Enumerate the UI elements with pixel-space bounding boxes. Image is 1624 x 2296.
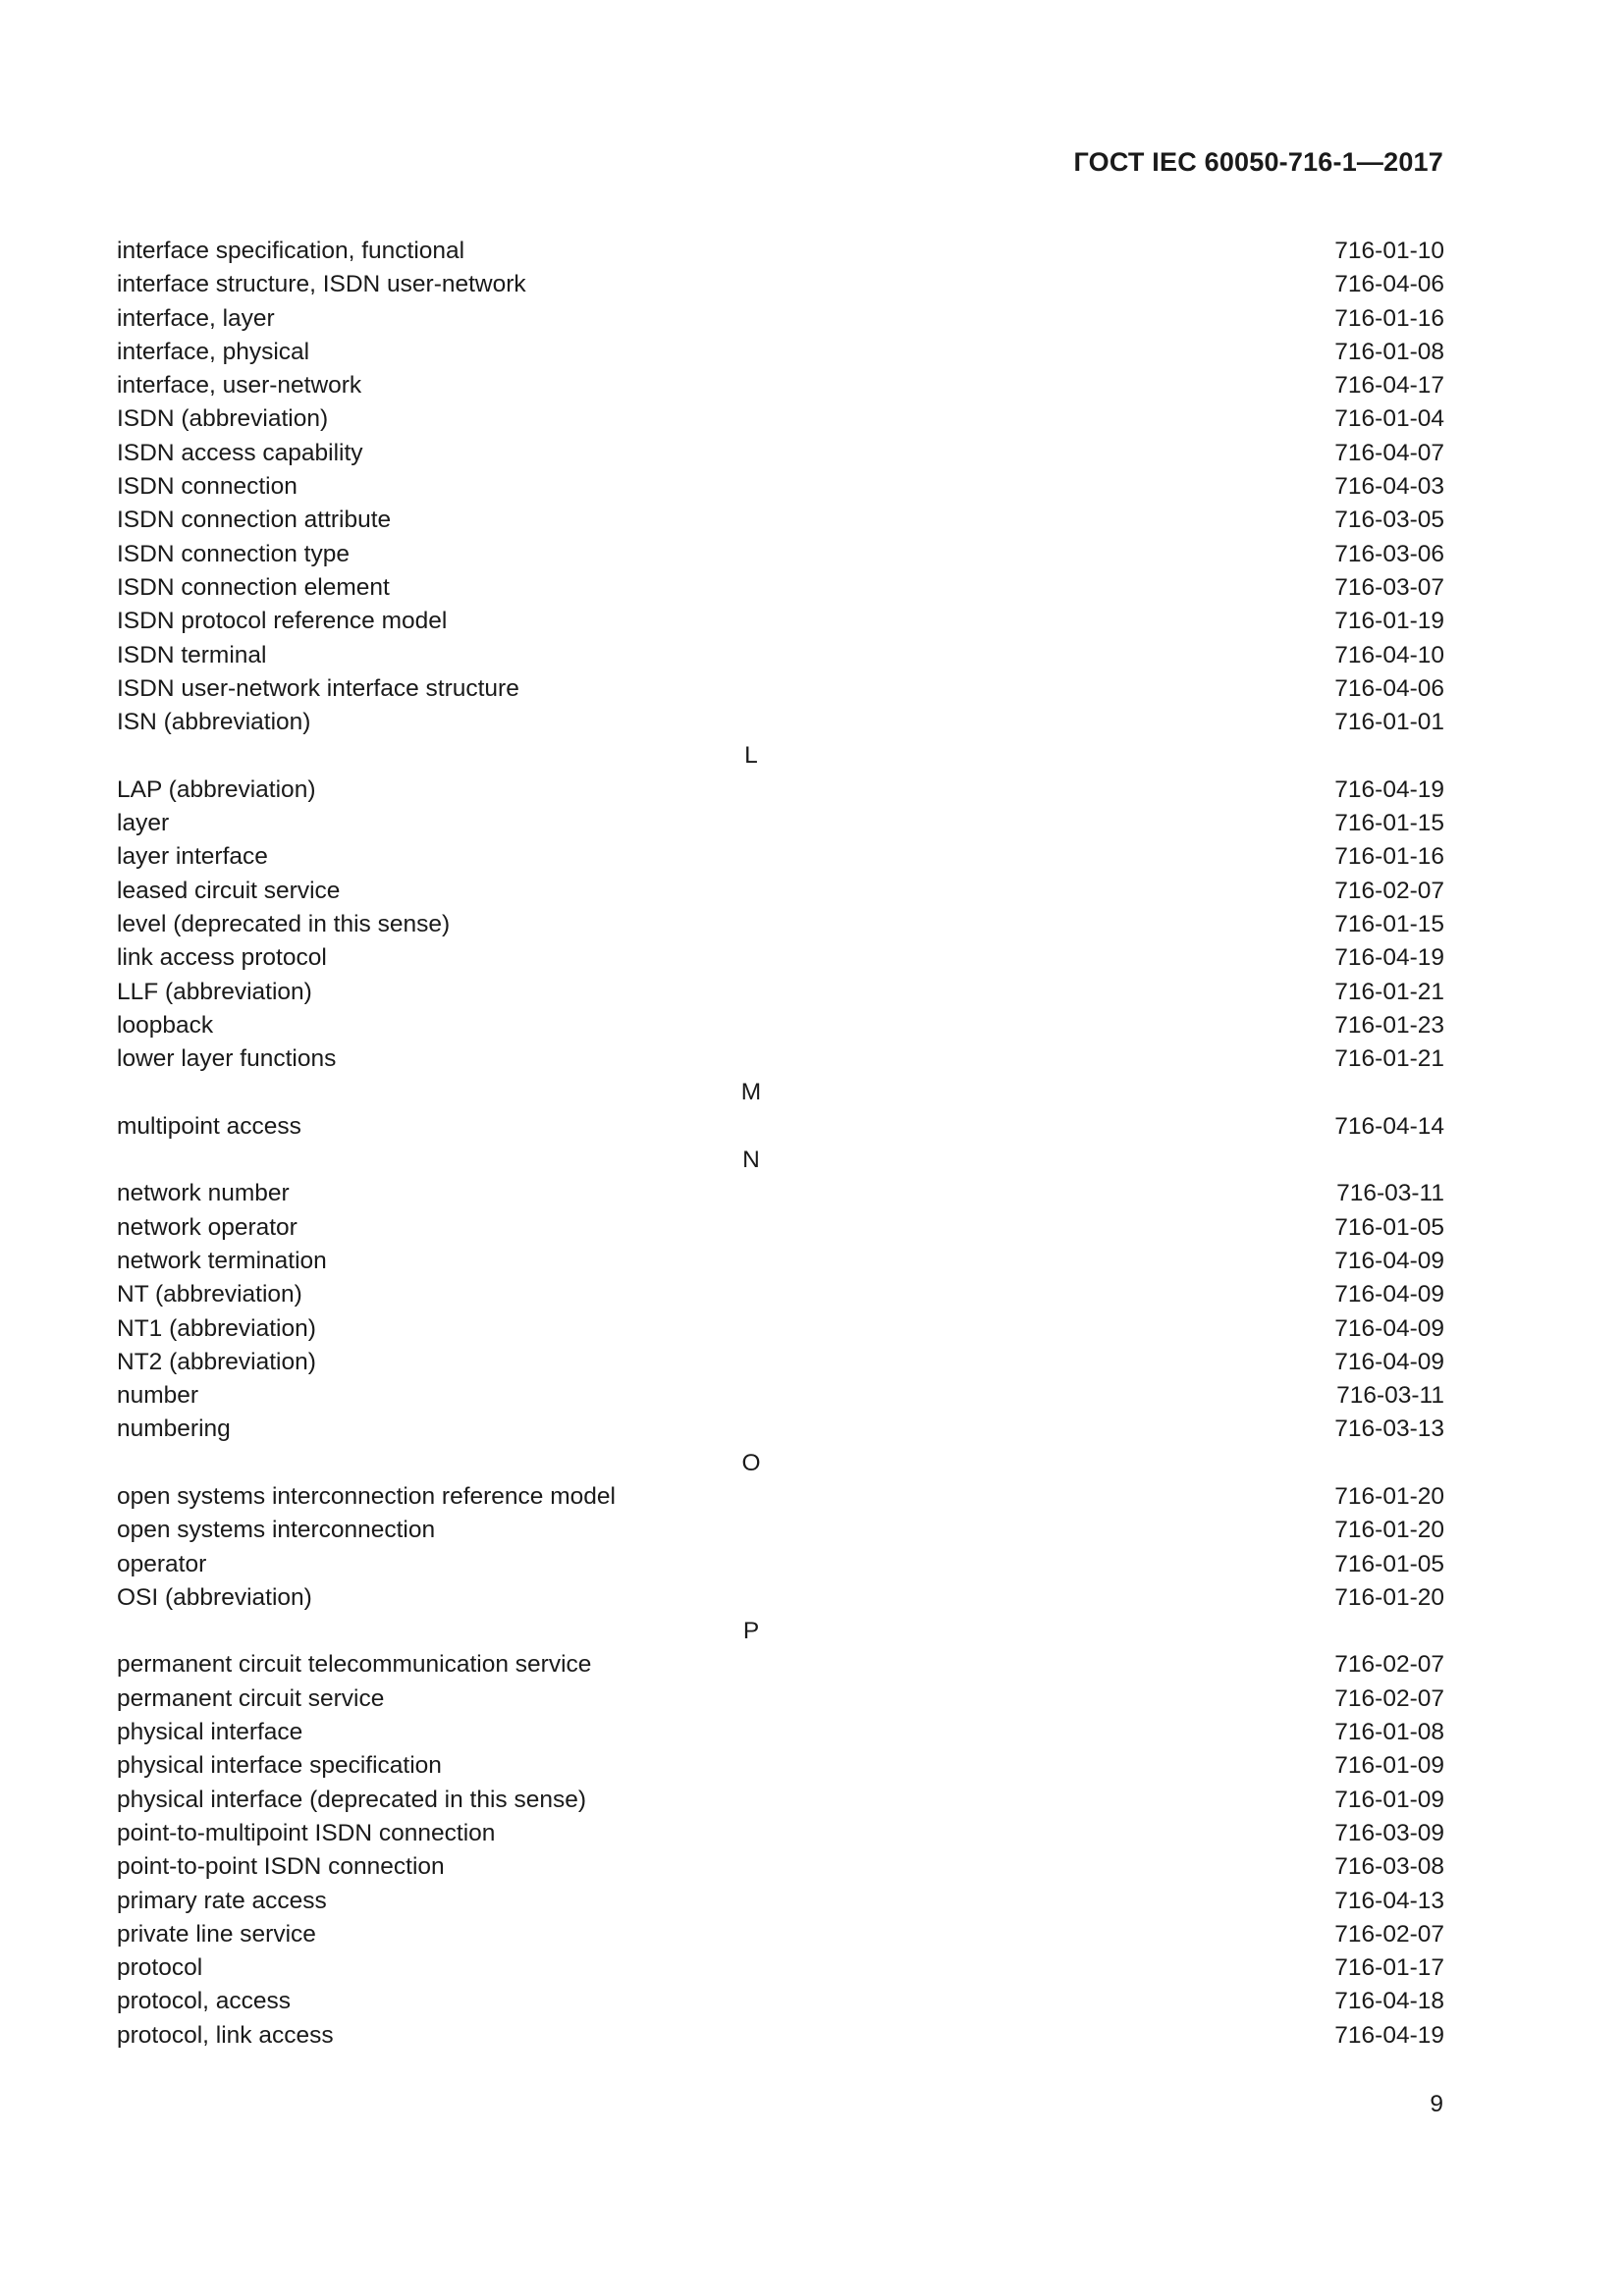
index-term: interface, physical bbox=[117, 338, 310, 365]
index-reference-number: 716-01-19 bbox=[1334, 608, 1444, 635]
index-entry bbox=[117, 1346, 1444, 1379]
index-reference-number: 716-04-19 bbox=[1334, 2021, 1444, 2049]
index-term: level (deprecated in this sense) bbox=[117, 910, 451, 937]
index-reference-number: 716-02-07 bbox=[1334, 1684, 1444, 1712]
index-reference-number: 716-01-01 bbox=[1334, 709, 1444, 736]
index-entry bbox=[117, 1951, 1444, 1985]
index-reference-number: 716-01-08 bbox=[1334, 338, 1444, 365]
index-reference-number: 716-04-09 bbox=[1334, 1247, 1444, 1274]
index-reference-number: 716-01-20 bbox=[1334, 1482, 1444, 1510]
index-reference-number: 716-01-17 bbox=[1334, 1954, 1444, 1982]
index-term: point-to-point ISDN connection bbox=[117, 1853, 445, 1881]
index-entry bbox=[117, 1278, 1444, 1311]
index-reference-number: 716-04-07 bbox=[1334, 439, 1444, 466]
index-term: leased circuit service bbox=[117, 877, 341, 904]
document-header: ГОСТ IEC 60050-716-1—2017 bbox=[1073, 147, 1443, 177]
index-entry bbox=[117, 1177, 1444, 1210]
index-entry bbox=[117, 1514, 1444, 1547]
index-reference-number: 716-04-14 bbox=[1334, 1112, 1444, 1140]
index-reference-number: 716-01-21 bbox=[1334, 978, 1444, 1005]
index-entry bbox=[117, 336, 1444, 369]
index-entry bbox=[117, 1413, 1444, 1446]
index-reference-number: 716-03-06 bbox=[1334, 540, 1444, 567]
index-reference-number: 716-01-15 bbox=[1334, 810, 1444, 837]
index-term: interface, user-network bbox=[117, 372, 362, 400]
index-reference-number: 716-03-07 bbox=[1334, 573, 1444, 601]
index-term: OSI (abbreviation) bbox=[117, 1583, 312, 1611]
index-term: LLF (abbreviation) bbox=[117, 978, 312, 1005]
index-entry bbox=[117, 807, 1444, 840]
index-entry bbox=[117, 402, 1444, 436]
index-entry bbox=[117, 1312, 1444, 1346]
index-term: physical interface specification bbox=[117, 1752, 442, 1780]
index-term: private line service bbox=[117, 1920, 316, 1948]
index-entry bbox=[117, 470, 1444, 504]
index-reference-number: 716-01-09 bbox=[1334, 1786, 1444, 1813]
index-term: interface specification, functional bbox=[117, 238, 465, 264]
index-reference-number: 716-01-16 bbox=[1334, 304, 1444, 332]
index-reference-number: 716-04-09 bbox=[1334, 1348, 1444, 1375]
index-entry bbox=[117, 1749, 1444, 1783]
index-term: protocol bbox=[117, 1954, 203, 1982]
index-reference-number: 716-01-09 bbox=[1334, 1752, 1444, 1780]
index-reference-number: 716-01-20 bbox=[1334, 1517, 1444, 1544]
index-reference-number: 716-04-03 bbox=[1334, 473, 1444, 501]
index-entry bbox=[117, 1918, 1444, 1951]
index-term: loopback bbox=[117, 1011, 214, 1039]
index-reference-number: 716-01-04 bbox=[1334, 405, 1444, 433]
index-entry bbox=[117, 268, 1444, 301]
index-term: ISDN access capability bbox=[117, 439, 363, 466]
term-index-list bbox=[117, 235, 1444, 2053]
index-reference-number: 716-02-07 bbox=[1334, 877, 1444, 904]
index-term: physical interface (deprecated in this sense) bbox=[117, 1786, 587, 1813]
index-entry bbox=[117, 1581, 1444, 1615]
index-entry bbox=[117, 1985, 1444, 2018]
index-reference-number: 716-01-20 bbox=[1334, 1583, 1444, 1611]
index-entry bbox=[117, 2019, 1444, 2053]
index-term: ISDN connection bbox=[117, 473, 298, 501]
index-term: interface, layer bbox=[117, 304, 275, 332]
index-term: layer bbox=[117, 810, 170, 837]
index-reference-number: 716-01-05 bbox=[1334, 1213, 1444, 1241]
index-term: LAP (abbreviation) bbox=[117, 775, 316, 803]
index-entry bbox=[117, 639, 1444, 672]
index-term: primary rate access bbox=[117, 1887, 327, 1914]
index-reference-number: 716-02-07 bbox=[1334, 1651, 1444, 1679]
index-entry bbox=[117, 1784, 1444, 1817]
index-term: ISN (abbreviation) bbox=[117, 709, 311, 736]
index-entry bbox=[117, 1885, 1444, 1918]
index-entry bbox=[117, 1245, 1444, 1278]
index-term: NT2 (abbreviation) bbox=[117, 1348, 316, 1375]
index-term: permanent circuit service bbox=[117, 1684, 385, 1712]
index-entry bbox=[117, 1817, 1444, 1850]
index-term: network termination bbox=[117, 1247, 327, 1274]
index-reference-number: 716-03-05 bbox=[1334, 507, 1444, 534]
index-entry bbox=[117, 1850, 1444, 1884]
index-entry bbox=[117, 840, 1444, 874]
index-reference-number: 716-04-10 bbox=[1334, 641, 1444, 668]
index-reference-number: 716-04-13 bbox=[1334, 1887, 1444, 1914]
index-reference-number: 716-03-11 bbox=[1336, 1180, 1444, 1207]
index-section-letter: L bbox=[744, 742, 758, 770]
index-reference-number: 716-03-13 bbox=[1334, 1415, 1444, 1443]
index-term: open systems interconnection reference model bbox=[117, 1482, 616, 1510]
index-entry bbox=[117, 1716, 1444, 1749]
index-term: network operator bbox=[117, 1213, 298, 1241]
index-term: interface structure, ISDN user-network bbox=[117, 271, 526, 298]
index-reference-number: 716-04-09 bbox=[1334, 1281, 1444, 1308]
index-term: ISDN user-network interface structure bbox=[117, 674, 519, 702]
index-term: physical interface bbox=[117, 1719, 303, 1746]
index-term: numbering bbox=[117, 1415, 231, 1443]
index-reference-number: 716-03-08 bbox=[1334, 1853, 1444, 1881]
index-reference-number: 716-02-07 bbox=[1334, 1920, 1444, 1948]
index-entry bbox=[117, 538, 1444, 571]
page-number: 9 bbox=[1430, 2091, 1443, 2117]
index-entry bbox=[117, 1648, 1444, 1682]
index-term: ISDN connection element bbox=[117, 573, 390, 601]
index-entry bbox=[117, 437, 1444, 470]
index-term: lower layer functions bbox=[117, 1045, 337, 1073]
index-term: NT1 (abbreviation) bbox=[117, 1314, 316, 1342]
index-term: network number bbox=[117, 1180, 290, 1207]
index-reference-number: 716-01-16 bbox=[1334, 843, 1444, 871]
index-entry bbox=[117, 672, 1444, 706]
index-reference-number: 716-01-15 bbox=[1334, 910, 1444, 937]
index-entry bbox=[117, 908, 1444, 941]
index-reference-number: 716-01-05 bbox=[1334, 1550, 1444, 1577]
index-reference-number: 716-04-19 bbox=[1334, 775, 1444, 803]
index-term: NT (abbreviation) bbox=[117, 1281, 302, 1308]
index-term: ISDN connection type bbox=[117, 540, 350, 567]
index-term: layer interface bbox=[117, 843, 268, 871]
index-entry bbox=[117, 571, 1444, 605]
index-entry bbox=[117, 1480, 1444, 1514]
index-section-letter: N bbox=[742, 1147, 760, 1174]
index-reference-number: 716-03-11 bbox=[1336, 1382, 1444, 1410]
index-term: point-to-multipoint ISDN connection bbox=[117, 1819, 496, 1846]
index-entry bbox=[117, 302, 1444, 336]
index-term: protocol, access bbox=[117, 1988, 292, 2015]
index-term: ISDN (abbreviation) bbox=[117, 405, 329, 433]
index-reference-number: 716-04-06 bbox=[1334, 271, 1444, 298]
index-entry bbox=[117, 875, 1444, 908]
index-entry bbox=[117, 504, 1444, 537]
index-reference-number: 716-04-06 bbox=[1334, 674, 1444, 702]
index-term: open systems interconnection bbox=[117, 1517, 436, 1544]
index-section-letter: M bbox=[740, 1079, 762, 1106]
index-reference-number: 716-01-08 bbox=[1334, 1719, 1444, 1746]
index-reference-number: 716-03-09 bbox=[1334, 1819, 1444, 1846]
index-reference-number: 716-04-09 bbox=[1334, 1314, 1444, 1342]
index-term: ISDN terminal bbox=[117, 641, 267, 668]
index-entry bbox=[117, 706, 1444, 739]
index-reference-number: 716-04-17 bbox=[1334, 372, 1444, 400]
index-entry bbox=[117, 1110, 1444, 1144]
index-term: protocol, link access bbox=[117, 2021, 334, 2049]
index-reference-number: 716-04-18 bbox=[1334, 1988, 1444, 2015]
index-term: multipoint access bbox=[117, 1112, 301, 1140]
index-reference-number: 716-01-21 bbox=[1334, 1045, 1444, 1073]
index-entry bbox=[117, 1042, 1444, 1076]
index-term: ISDN protocol reference model bbox=[117, 608, 448, 635]
index-term: operator bbox=[117, 1550, 207, 1577]
index-entry bbox=[117, 1548, 1444, 1581]
index-reference-number: 716-04-19 bbox=[1334, 944, 1444, 972]
index-entry bbox=[117, 1009, 1444, 1042]
index-section-letter: P bbox=[742, 1618, 760, 1645]
index-entry bbox=[117, 235, 1444, 268]
index-entry bbox=[117, 605, 1444, 638]
index-term: number bbox=[117, 1382, 199, 1410]
index-reference-number: 716-01-10 bbox=[1334, 238, 1444, 264]
index-entry bbox=[117, 1379, 1444, 1413]
index-entry bbox=[117, 941, 1444, 975]
index-entry bbox=[117, 774, 1444, 807]
index-reference-number: 716-01-23 bbox=[1334, 1011, 1444, 1039]
index-term: link access protocol bbox=[117, 944, 327, 972]
index-entry bbox=[117, 369, 1444, 402]
index-term: ISDN connection attribute bbox=[117, 507, 392, 534]
index-term: permanent circuit telecommunication service bbox=[117, 1651, 592, 1679]
index-section-letter: O bbox=[741, 1449, 761, 1476]
index-entry bbox=[117, 1682, 1444, 1716]
index-entry bbox=[117, 976, 1444, 1009]
index-entry bbox=[117, 1211, 1444, 1245]
